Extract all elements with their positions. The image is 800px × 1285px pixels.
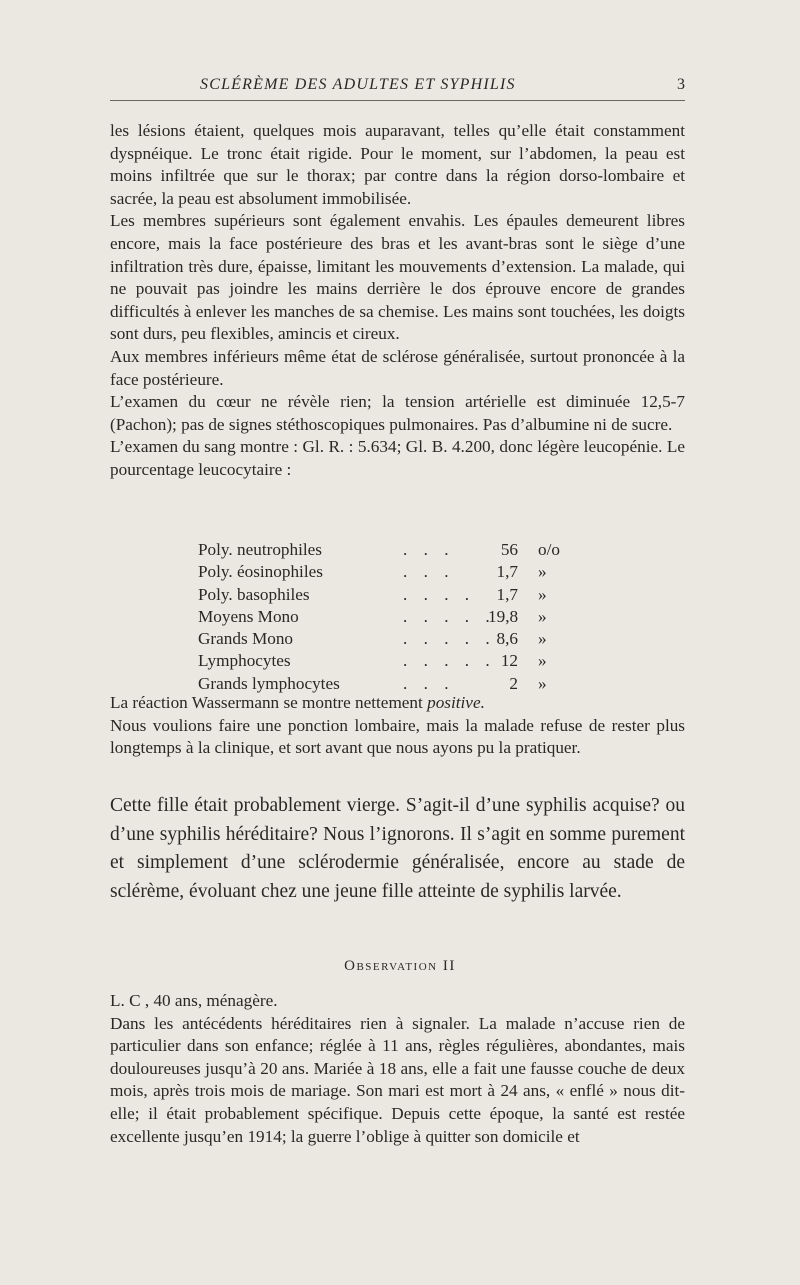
cell-value: 1,7 (496, 584, 518, 604)
table-row (198, 539, 618, 561)
paragraph: L’examen du sang montre : Gl. R. : 5.634; Gl. B. 4.200, donc légère leucopénie. Le pourcentage leucocytaire : (110, 437, 685, 479)
cell-value: 8,6 (496, 629, 518, 649)
cell-value: 56 (500, 540, 518, 559)
cell-value: 12 (500, 651, 518, 671)
case-description (110, 120, 685, 482)
table-row (198, 628, 618, 650)
paragraph: Dans les antécédents héréditaires rien à signaler. La malade n’accuse rien de particulier dans son enfance; réglée à 11 ans, règles régulières, abondantes, mais douloureuses jusqu’à 20 ans. Mariée à 18 ans, elle a fait une fausse couche de deux mois, après trois mois de mariage. Son mari est mort à 24 ans, « enflé » nous dit-elle; il était probablement spécifique. Depuis cette époque, la santé est restée excellente jusqu’en 1914; la guerre l’oblige à quitter son domicile et (110, 1013, 685, 1146)
ponction-paragraph: Nous voulions faire une ponction lombaire, mais la malade refuse de rester plus longtemps à la clinique, et sort avant que nous ayons pu la pratiquer. (110, 715, 685, 758)
cell-label: Lymphocytes (198, 651, 291, 671)
paragraph: L. C , 40 ans, ménagère. (110, 991, 278, 1010)
table-row (198, 606, 618, 628)
running-header (110, 76, 685, 98)
cell-label: Poly. éosinophiles (198, 562, 323, 582)
cell-label: Grands lymphocytes (198, 673, 340, 693)
cell-value: 2 (509, 673, 518, 693)
page-number: 3 (677, 76, 685, 93)
cell-value: 19,8 (488, 606, 519, 626)
cell-unit: o/o (538, 540, 560, 559)
wassermann-result: positive. (427, 693, 485, 712)
table-row (198, 561, 618, 583)
leucocyte-table (198, 539, 618, 695)
paragraph: L’examen du cœur ne révèle rien; la tension artérielle est diminuée 12,5-7 (Pachon); pas de signes stéthoscopiques pulmonaires. Pas d’albumine ni de sucre. (110, 392, 685, 434)
table-row (198, 584, 618, 606)
cell-label: Poly. basophiles (198, 584, 310, 604)
cell-unit: » (538, 673, 547, 693)
wassermann-paragraph (110, 692, 685, 715)
paragraph: Aux membres inférieurs même état de sclérose généralisée, surtout prononcée à la face postérieure. (110, 346, 685, 389)
cell-leader: . . . . . (403, 606, 496, 626)
paragraph: Les membres supérieurs sont également envahis. Les épaules demeurent libres encore, mais la face postérieure des bras et les avant-bras sont le siège d’une infiltration très dure, épaisse, limitant les mouvements d’extension. La malade, qui ne pouvait pas joindre les mains derrière le dos éprouve encore de grandes difficultés à enlever les manches de sa chemise. Les mains sont touchées, les doigts sont durs, peu flexibles, amincis et cireux. (110, 211, 685, 344)
observation-heading: Observation II (344, 958, 456, 974)
cell-leader: . . . . . (403, 629, 496, 649)
cell-label: Moyens Mono (198, 606, 299, 626)
cell-leader: . . . . . (403, 651, 496, 671)
cell-leader: . . . (403, 673, 455, 693)
table-row (198, 650, 618, 672)
paragraph: les lésions étaient, quelques mois auparavant, telles qu’elle était constamment dyspnéique. Le tronc était rigide. Pour le moment, sur l’abdomen, la peau est moins infiltrée que sur le thorax; par contre dans la région dorso-lombaire et sacrée, la peau est absolument immobilisée. (110, 121, 685, 208)
lab-results (110, 692, 685, 760)
cell-leader: . . . (403, 562, 455, 582)
cell-label: Poly. neutrophiles (198, 540, 322, 559)
cell-unit: » (538, 651, 547, 671)
cell-unit: » (538, 562, 547, 582)
header-rule (110, 100, 685, 101)
running-title: SCLÉRÈME DES ADULTES ET SYPHILIS (200, 76, 516, 93)
cell-unit: » (538, 606, 547, 626)
cell-leader: . . . . (403, 584, 476, 604)
cell-unit: » (538, 629, 547, 649)
cell-unit: » (538, 584, 547, 604)
cell-leader: . . . (403, 540, 455, 559)
wassermann-text: La réaction Wassermann se montre nettement (110, 693, 428, 712)
conclusion-paragraph: Cette fille était probablement vierge. S’agit-il d’une syphilis acquise? ou d’une syphilis héréditaire? Nous l’ignorons. Il s’agit en somme purement et simplement d’une sclérodermie généralisée, encore au stade de sclérème, évoluant chez une jeune fille atteinte de syphilis larvée. (110, 795, 685, 902)
cell-value: 1,7 (496, 562, 518, 582)
observation-text (110, 990, 685, 1148)
cell-label: Grands Mono (198, 629, 294, 649)
